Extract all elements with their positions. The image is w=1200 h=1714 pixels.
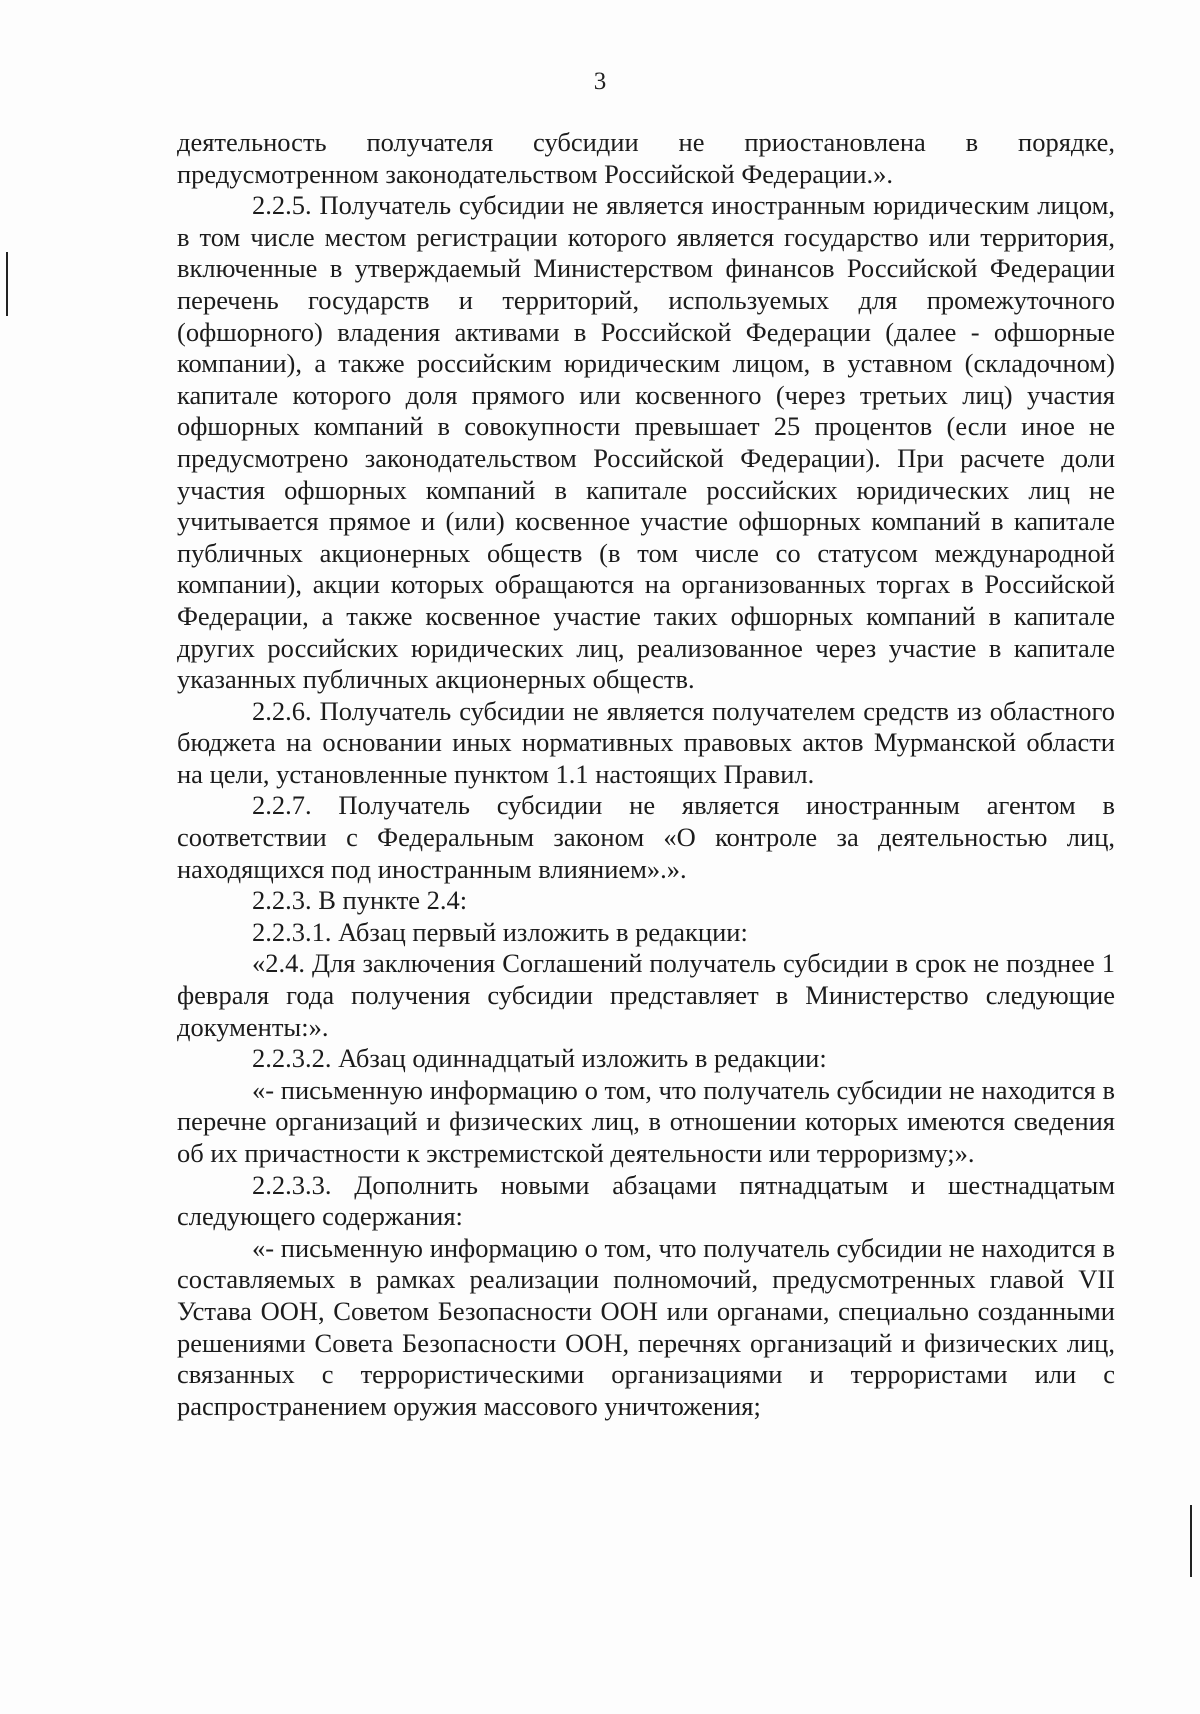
paragraph-extremism-quote: «- письменную информацию о том, что получатель субсидии не находится в перечне организаций и физических лиц, в отношении которых имеются сведения об их причастности к экстремистской деятельности или терроризму;». — [177, 1074, 1115, 1168]
page-number: 3 — [593, 68, 607, 95]
paragraph-2-2-7: 2.2.7. Получатель субсидии не является иностранным агентом в соответствии с Федеральным законом «О контроле за деятельностью лиц, находящихся под иностранным влиянием».». — [177, 790, 1115, 884]
paragraph-2-2-6: 2.2.6. Получатель субсидии не является получателем средств из областного бюджета на основании иных нормативных правовых актов Мурманской области на цели, установленные пунктом 1.1 настоящих Правил. — [177, 695, 1115, 789]
paragraph-2-2-3-3: 2.2.3.3. Дополнить новыми абзацами пятнадцатым и шестнадцатым следующего содержания: — [177, 1169, 1115, 1232]
document-body — [177, 127, 1115, 1422]
paragraph-2-2-3-1: 2.2.3.1. Абзац первый изложить в редакции: — [252, 916, 748, 947]
paragraph-2-2-3: 2.2.3. В пункте 2.4: — [252, 885, 468, 916]
paragraph-2-2-3-2: 2.2.3.2. Абзац одиннадцатый изложить в редакции: — [252, 1043, 827, 1074]
paragraph-2-2-5: 2.2.5. Получатель субсидии не является иностранным юридическим лицом, в том числе местом регистрации которого является государство или территория, включенные в утверждаемый Министерством финансов Российской Федерации перечень государств и территорий, используемых для промежуточного (офшорного) владения активами в Российской Федерации (далее - офшорные компании), а также российским юридическим лицом, в уставном (складочном) капитале которого доля прямого или косвенного (через третьих лиц) участия офшорных компаний в совокупности превышает 25 процентов (если иное не предусмотрено законодательством Российской Федерации). При расчете доли участия офшорных компаний в капитале российских юридических лиц не учитывается прямое и (или) косвенное участие офшорных компаний в капитале публичных акционерных обществ (в том числе со статусом международной компании), акции которых обращаются на организованных торгах в Российской Федерации, а также косвенное участие таких офшорных компаний в капитале других российских юридических лиц, реализованное через участие в капитале указанных публичных акционерных обществ. — [177, 190, 1115, 695]
paragraph-2-4-quote: «2.4. Для заключения Соглашений получатель субсидии в срок не позднее 1 февраля года получения субсидии представляет в Министерство следующие документы:». — [177, 948, 1115, 1042]
scan-margin-mark-left — [6, 252, 8, 316]
paragraph-un-lists-quote: «- письменную информацию о том, что получатель субсидии не находится в составляемых в рамках реализации полномочий, предусмотренных главой VII Устава ООН, Советом Безопасности ООН или органами, специально созданными решениями Совета Безопасности ООН, перечнях организаций и физических лиц, связанных с террористическими организациями и террористами или с распространением оружия массового уничтожения; — [177, 1232, 1115, 1421]
paragraph-continuation: деятельность получателя субсидии не приостановлена в порядке, предусмотренном законодательством Российской Федерации.». — [177, 127, 1115, 189]
scan-margin-mark-right — [1190, 1505, 1192, 1577]
